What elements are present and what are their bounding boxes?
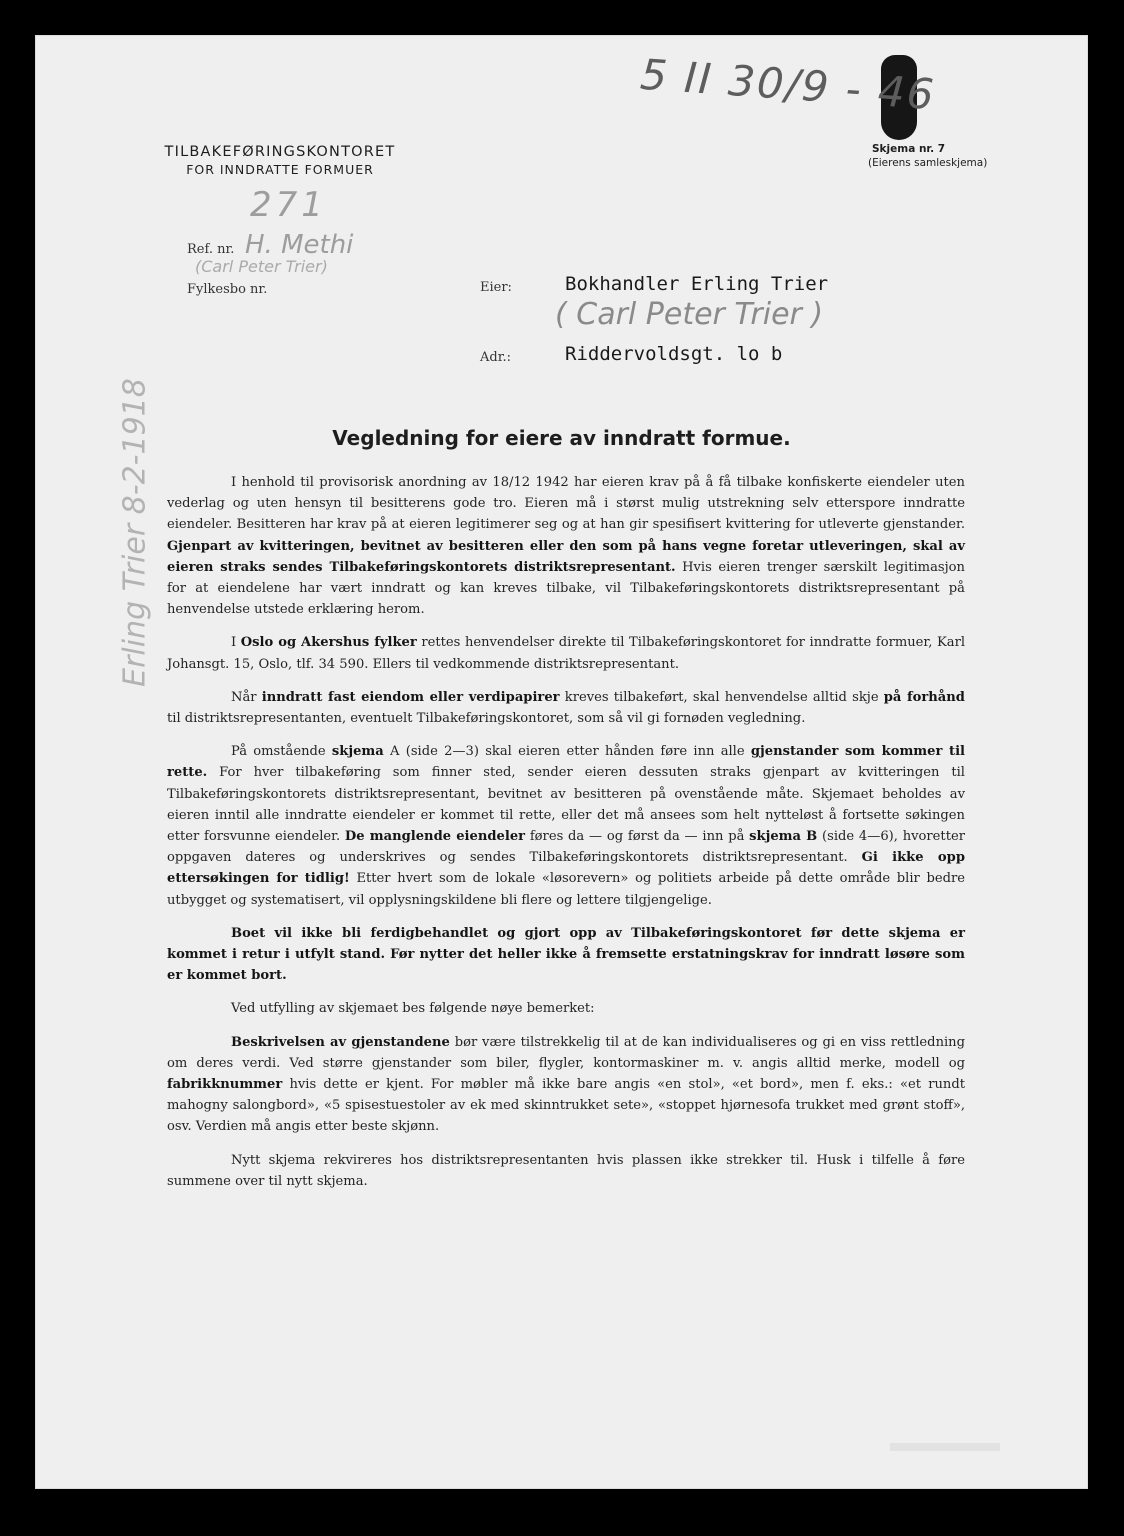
schema-label [868, 142, 987, 170]
paragraph-3: Når inndratt fast eiendom eller verdipapirer kreves tilbakeført, skal henvendelse alltid skje på forhånd til distriktsrepresentanten, eventuelt Tilbakeføringskontoret, som så vil gi fornøden vegledning. [167, 689, 965, 727]
owner-value: Bokhandler Erling Trier [565, 273, 829, 295]
paragraph-7: Beskrivelsen av gjenstandene bør være tilstrekkelig til at de kan individualiseres og gi en viss rettledning om deres verdi. Ved større gjenstander som biler, flygler, kontormaskiner m. v. angis alltid merke, modell og fabrikknummer hvis dette er kjent. For møbler må ikke bare angis «en stol», «et bord», men f. eks.: «et rundt mahogny salongbord», «5 spisestuestoler av ek med skinntrukket sete», «stoppet hjørnesofa trukket med grønt stoff», osv. Verdien må angis etter beste skjønn. [167, 1034, 966, 1135]
address-value: Riddervoldsgt. lo b [565, 343, 783, 365]
schema-description: (Eierens samleskjema) [868, 157, 988, 169]
handwritten-number: 271 [250, 185, 327, 225]
paragraph-8: Nytt skjema rekvireres hos distriktsrepresentanten hvis plassen ikke strekker til. Husk i tilfelle å føre summene over til nytt skjema. [167, 1152, 965, 1189]
ref-label: Ref. nr. [187, 242, 235, 257]
schema-number: Skjema nr. 7 [872, 143, 946, 155]
document-page [35, 35, 1088, 1489]
address-label: Adr.: [480, 350, 512, 365]
paragraph-5: Boet vil ikke bli ferdigbehandlet og gjort opp av Tilbakeføringskontoret før dette skjema er kommet i retur i utfylt stand. Før nytter det heller ikke å fremsette erstatningskrav for inndratt løsøre som er kommet bort. [167, 925, 965, 984]
paragraph-2: I Oslo og Akershus fylker rettes henvendelser direkte til Tilbakeføringskontoret for inndratte formuer, Karl Johansgt. 15, Oslo, tlf. 34 590. Ellers til vedkommende distriktsrepresentant. [167, 635, 966, 672]
fylkesbo-label: Fylkesbo nr. [187, 282, 268, 297]
handwritten-owner-note: ( Carl Peter Trier ) [555, 297, 824, 332]
handwritten-name-note: H. Methi [245, 230, 354, 260]
document-title: Vegledning for eiere av inndratt formue. [332, 426, 791, 450]
owner-label: Eier: [480, 280, 512, 295]
handwritten-margin-note: Erling Trier 8-2-1918 [117, 378, 153, 687]
document-body [167, 472, 965, 1204]
org-subtitle: FOR INNDRATTE FORMUER [186, 162, 374, 177]
handwritten-reference: 5 II 30/9 - 46 [638, 49, 938, 120]
paragraph-6: Ved utfylling av skjemaet bes følgende nøye bemerket: [231, 1001, 595, 1017]
org-name: TILBAKEFØRINGSKONTORET [164, 144, 396, 160]
footer-mark [890, 1443, 1000, 1451]
paragraph-1: I henhold til provisorisk anordning av 18/12 1942 har eieren krav på å få tilbake konfiskerte eiendeler uten vederlag og uten hensyn til besitterens gode tro. Eieren må i størst mulig utstrekning selv etterspore inndratte eiendeler. Besitteren har krav på at eieren legitimerer seg og at han gir spesifisert kvittering for utleverte gjenstander. Gjenpart av kvitteringen, bevitnet av besitteren eller den som på hans vegne foretar utleveringen, skal av eieren straks sendes Tilbakeføringskontorets distriktsrepresentant. Hvis eieren trenger særskilt legitimasjon for at eiendelene har vært inndratt og kan kreves tilbake, vil Tilbakeføringskontorets distriktsrepresentant på henvendelse utstede erklæring herom. [167, 475, 965, 618]
organization-header [130, 144, 430, 178]
handwritten-name-note-2: (Carl Peter Trier) [195, 257, 328, 276]
paragraph-4: På omstående skjema A (side 2—3) skal eieren etter hånden føre inn alle gjenstander som kommer til rette. For hver tilbakeføring som finner sted, sender eieren dessuten straks gjenpart av kvitteringen til Tilbakeføringskontorets distriktsrepresentant, bevitnet av besitteren på ovenstående måte. Skjemaet beholdes av eieren inntil alle inndratte eiendeler er kommet til rette, eller det må ansees som helt nytteløst å fortsette søkingen etter forsvunne eiendeler. De manglende eiendeler føres da — og først da — inn på skjema B (side 4—6), hvoretter oppgaven dateres og underskrives og sendes Tilbakeføringskontorets distriktsrepresentant. Gi ikke opp ettersøkingen for tidlig! Etter hvert som de lokale «løsorevern» og politiets arbeide på dette område blir bedre utbygget og systematisert, vil opplysningskildene bli flere og lettere tilgjengelige. [167, 744, 966, 908]
